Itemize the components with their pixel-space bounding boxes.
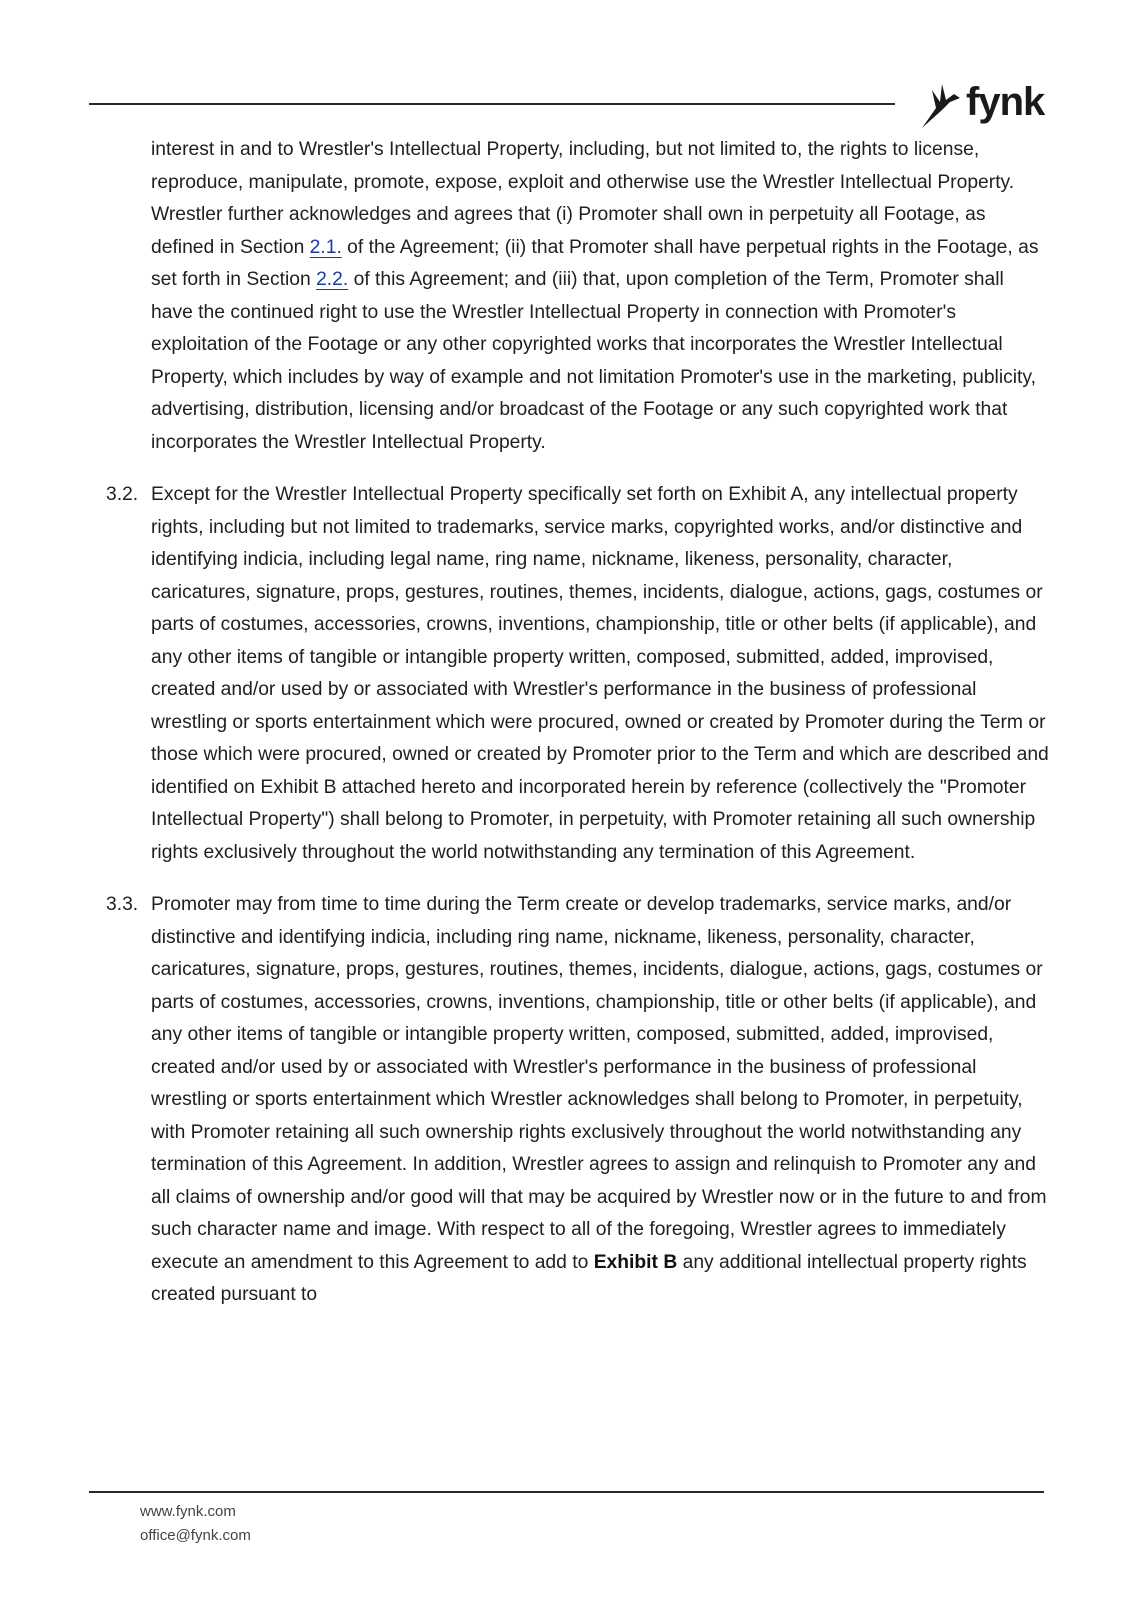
clause-text-tail: any additional intellectual property rights created pursuant to (151, 1251, 1027, 1305)
paragraph-text: of this Agreement; and (iii) that, upon completion of the Term, Promoter shall have the continued right to use the Wrestler Intellectual Property in connection with Promoter's exploitation of the Footage or any other copyrighted works that incorporates the Wrestler Intellectual Property, which includes by way of example and not limitation Promoter's use in the marketing, publicity, advertising, distribution, licensing and/or broadcast of the Footage or any such copyrighted work that incorporates the Wrestler Intellectual Property. (151, 269, 1036, 453)
clause-3-3 (106, 889, 1050, 1312)
bird-logo-icon (920, 80, 964, 130)
section-link-2-1[interactable]: 2.1. (309, 236, 342, 258)
logo-wordmark: fynk (966, 80, 1045, 124)
paragraph-text: of the Agreement; (ii) that Promoter shall have perpetual rights in the Footage, as set forth in Section (151, 236, 1039, 290)
exhibit-b-reference: Exhibit B (593, 1251, 678, 1273)
header-rule (89, 103, 895, 105)
clause-number: 3.3. (106, 894, 139, 915)
section-link-2-2[interactable]: 2.2. (316, 269, 349, 290)
fynk-logo (920, 76, 1050, 136)
paragraph-text: interest in and to Wrestler's Intellectual Property, including, but not limited to, the rights to license, reproduce, manipulate, promote, expose, exploit and otherwise use the Wrestler Intellectual Property. Wrestler further acknowledges and agrees that (i) Promoter shall own in perpetuity all Footage, as defined in Section (151, 139, 1015, 258)
clause-3-2 (106, 479, 1050, 869)
paragraph-continuation (106, 134, 1050, 459)
footer-website[interactable]: www.fynk.com (140, 1503, 236, 1520)
footer-rule (89, 1491, 1044, 1493)
clause-text: Promoter may from time to time during the Term create or develop trademarks, service marks, and/or distinctive and identifying indicia, including ring name, nickname, likeness, personality, character, caricatures, signature, props, gestures, routines, themes, incidents, dialogue, actions, gags, costumes or parts of costumes, accessories, crowns, inventions, championship, title or other belts (if applicable), and any other items of tangible or intangible property written, composed, submitted, added, improvised, created and/or used by or associated with Wrestler's performance in the business of professional wrestling or sports entertainment which Wrestler acknowledges shall belong to Promoter, in perpetuity, with Promoter retaining all such ownership rights exclusively throughout the world notwithstanding any termination of this Agreement. In addition, Wrestler agrees to assign and relinquish to Promoter any and all claims of ownership and/or good will that may be acquired by Wrestler now or in the future to and from such character name and image. With respect to all of the foregoing, Wrestler agrees to immediately execute an amendment to this Agreement to add to (151, 894, 1047, 1273)
clause-text: Except for the Wrestler Intellectual Property specifically set forth on Exhibit A, any intellectual property rights, including but not limited to trademarks, service marks, copyrighted works, and/or distinctive and identifying indicia, including legal name, ring name, nickname, likeness, personality, character, caricatures, signature, props, gestures, routines, themes, incidents, dialogue, actions, gags, costumes or parts of costumes, accessories, crowns, inventions, championship, title or other belts (if applicable), and any other items of tangible or intangible property written, composed, submitted, added, improvised, created and/or used by or associated with Wrestler's performance in the business of professional wrestling or sports entertainment which were procured, owned or created by Promoter during the Term or those which were procured, owned or created by Promoter prior to the Term and which are described and identified on Exhibit B attached hereto and incorporated herein by reference (collectively the "Promoter Intellectual Property") shall belong to Promoter, in perpetuity, with Promoter retaining all such ownership rights exclusively throughout the world notwithstanding any termination of this Agreement. (151, 484, 1049, 863)
footer-email[interactable]: office@fynk.com (140, 1527, 251, 1544)
clause-number: 3.2. (106, 484, 139, 505)
footer (140, 1500, 251, 1548)
document-body (106, 134, 1050, 1332)
